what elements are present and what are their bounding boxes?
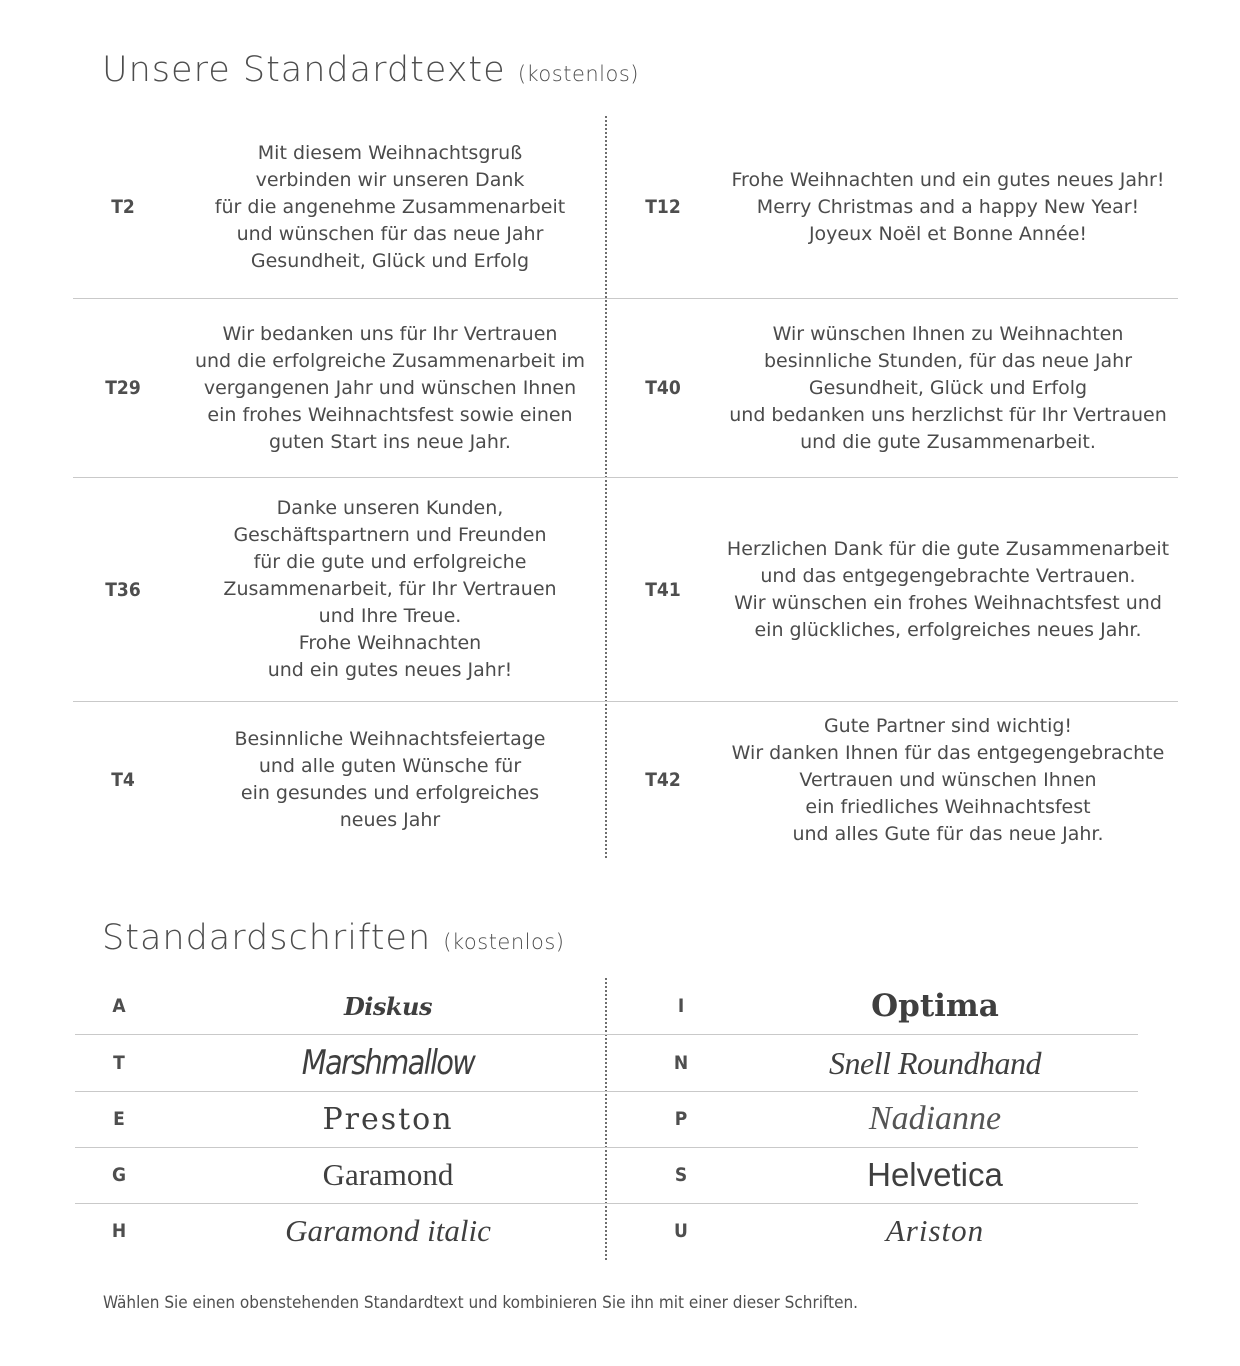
font-row bbox=[75, 1203, 1138, 1259]
font-sample: Ariston bbox=[885, 1213, 985, 1248]
font-sample: Garamond italic bbox=[285, 1213, 491, 1248]
text-body: Frohe Weihnachten und ein gutes neues Jahr! Merry Christmas and a happy New Year! Joyeux Noël et Bonne Année! bbox=[731, 168, 1165, 245]
text-code: T41 bbox=[645, 578, 681, 601]
standard-fonts-title: Standardschriften bbox=[102, 918, 432, 958]
font-row bbox=[75, 978, 1138, 1035]
text-code: T36 bbox=[105, 578, 141, 601]
font-code: T bbox=[113, 1052, 125, 1074]
text-body: Gute Partner sind wichtig! Wir danken Ihnen für das entgegengebrachte Vertrauen und wünschen Ihnen ein friedliches Weihnachtsfest und alles Gute für das neue Jahr. bbox=[731, 714, 1165, 845]
font-code: N bbox=[673, 1052, 689, 1074]
font-sample: Marshmallow bbox=[301, 1043, 475, 1083]
font-code: S bbox=[674, 1164, 688, 1186]
standard-texts-heading bbox=[102, 50, 639, 90]
text-row bbox=[73, 478, 1178, 702]
font-code: E bbox=[113, 1108, 125, 1130]
font-row bbox=[75, 1091, 1138, 1148]
text-body: Danke unseren Kunden, Geschäftspartnern und Freunden für die gute und erfolgreiche Zusammenarbeit, für Ihr Vertrauen und Ihre Treue. Frohe Weihnachten und ein gutes neues Jahr! bbox=[223, 497, 557, 681]
text-code: T29 bbox=[105, 377, 141, 399]
font-sample: Optima bbox=[871, 988, 999, 1024]
standard-texts-subtitle: (kostenlos) bbox=[517, 62, 640, 86]
standard-texts-table bbox=[73, 116, 1178, 858]
text-body: Besinnliche Weihnachtsfeiertage und alle guten Wünsche für ein gesundes und erfolgreiches neues Jahr bbox=[234, 728, 546, 831]
font-row bbox=[75, 1035, 1138, 1092]
font-code: A bbox=[112, 995, 126, 1017]
font-sample: Snell Roundhand bbox=[828, 1044, 1042, 1081]
font-code: U bbox=[674, 1220, 688, 1242]
font-code: G bbox=[111, 1164, 127, 1186]
standard-fonts-table bbox=[75, 978, 1138, 1260]
font-sample: Garamond bbox=[322, 1157, 454, 1192]
text-body: Herzlichen Dank für die gute Zusammenarbeit und das entgegengebrachte Vertrauen. Wir wünschen ein frohes Weihnachtsfest und ein glückliches, erfolgreiches neues Jahr. bbox=[726, 537, 1170, 641]
font-sample: Nadianne bbox=[868, 1100, 1002, 1137]
text-code: T4 bbox=[111, 769, 135, 791]
font-row bbox=[75, 1147, 1138, 1204]
font-code: I bbox=[677, 995, 685, 1017]
standard-fonts-subtitle: (kostenlos) bbox=[443, 930, 565, 954]
text-row bbox=[73, 299, 1178, 478]
text-row bbox=[73, 116, 1178, 299]
font-sample: Helvetica bbox=[867, 1156, 1003, 1193]
text-code: T40 bbox=[645, 377, 681, 399]
footnote: Wählen Sie einen obenstehenden Standardtext und kombinieren Sie ihn mit einer dieser Schriften. bbox=[103, 1293, 859, 1313]
text-code: T42 bbox=[645, 769, 681, 791]
text-code: T2 bbox=[111, 196, 135, 218]
font-sample: Preston bbox=[322, 1101, 454, 1137]
text-body: Wir wünschen Ihnen zu Weihnachten besinnliche Stunden, für das neue Jahr Gesundheit, Glück und Erfolg und bedanken uns herzlichst für Ihr Vertrauen und die gute Zusammenarbeit. bbox=[729, 322, 1167, 453]
text-body: Mit diesem Weihnachtsgruß verbinden wir unseren Dank für die angenehme Zusammenarbeit und wünschen für das neue Jahr Gesundheit, Glück und Erfolg bbox=[214, 141, 566, 272]
text-code: T12 bbox=[645, 196, 681, 218]
standard-fonts-heading bbox=[102, 918, 564, 958]
text-body: Wir bedanken uns für Ihr Vertrauen und die erfolgreiche Zusammenarbeit im vergangenen Jahr und wünschen Ihnen ein frohes Weihnachtsfest sowie einen guten Start ins neue Jahr. bbox=[194, 322, 586, 453]
font-sample: Diskus bbox=[343, 991, 433, 1021]
font-code: P bbox=[674, 1108, 688, 1130]
standard-texts-title: Unsere Standardtexte bbox=[102, 50, 506, 90]
font-code: H bbox=[111, 1220, 127, 1242]
text-row bbox=[73, 702, 1178, 858]
